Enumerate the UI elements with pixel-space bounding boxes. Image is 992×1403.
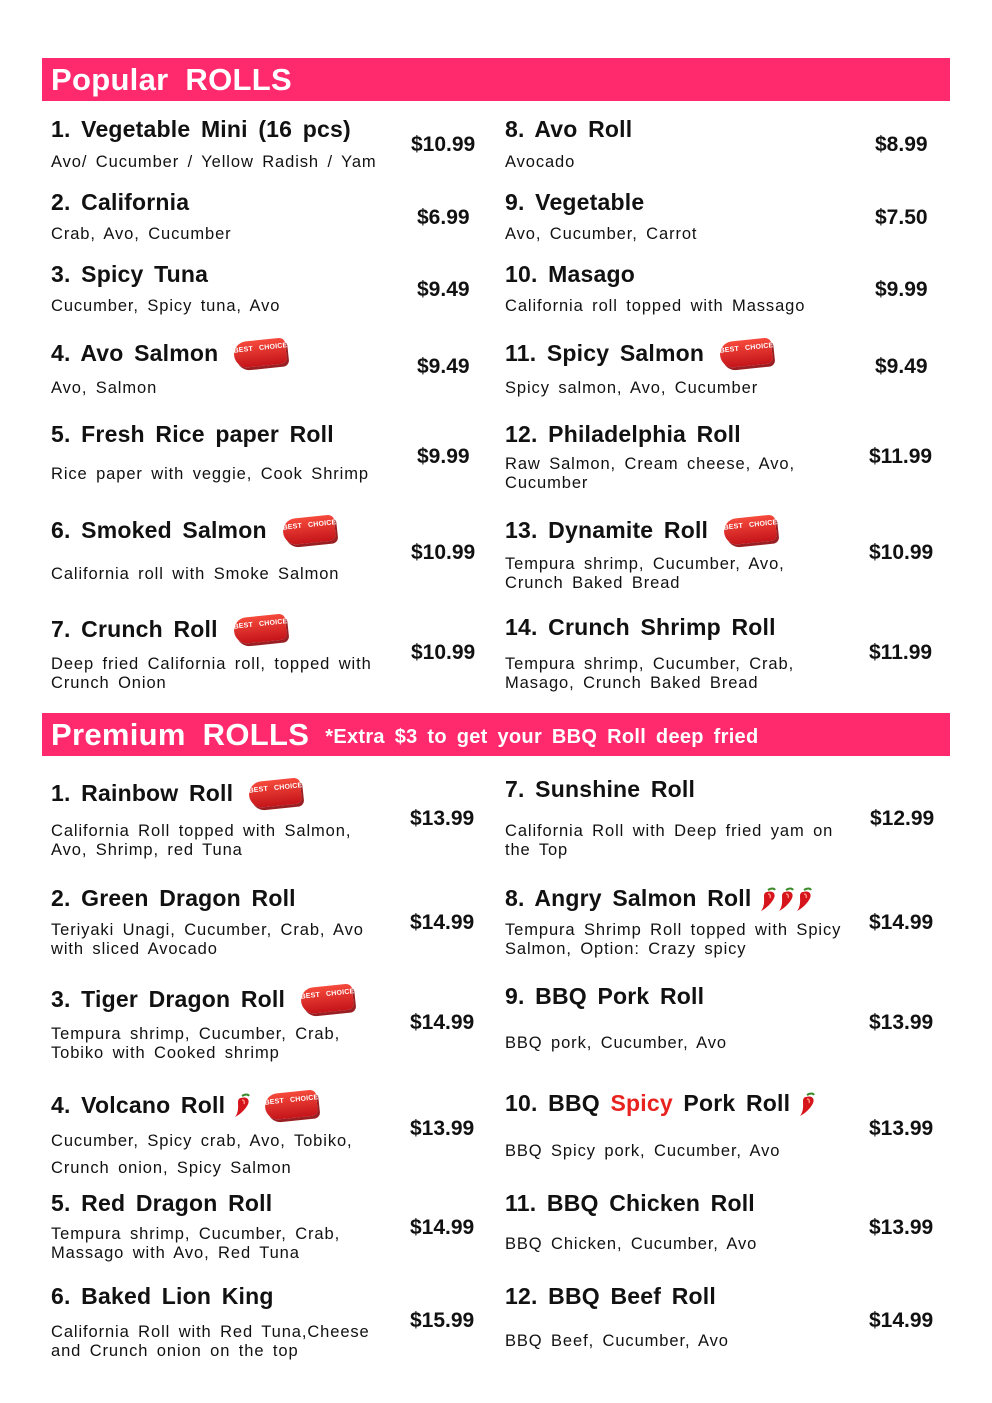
item-name: 12. Philadelphia Roll [505,421,741,447]
item-price: $14.99 [869,911,934,934]
item-name [505,338,776,368]
item-price: $8.99 [875,133,928,156]
item-name-text: 11. Spicy Salmon [505,339,705,366]
best-choice-badge-icon [234,338,290,368]
item-name: 12. BBQ Beef Roll [505,1283,716,1309]
item-price: $11.99 [869,641,933,664]
item-price: $13.99 [869,1216,934,1239]
item-name: 2. Green Dragon Roll [51,885,296,911]
best-choice-badge-icon [234,614,290,644]
item-name [505,515,780,545]
item-price: $13.99 [410,807,475,830]
item-description: Teriyaki Unagi, Cucumber, Crab, Avo with sliced Avocado [51,921,364,958]
item-description: California roll with Smoke Salmon [51,565,340,583]
menu-item [505,421,945,521]
menu-item [51,885,491,985]
item-name: 6. Baked Lion King [51,1283,274,1309]
item-name-text [505,1090,790,1117]
item-name: 10. Masago [505,261,635,287]
badge-label: BEST CHOICE [719,337,773,368]
section-note: *Extra $3 to get your BBQ Roll deep fried [325,726,759,748]
section-title: Popular ROLLS [51,61,292,97]
item-name [51,515,339,545]
badge-label: BEST CHOICE [723,514,777,545]
best-choice-badge-icon [283,515,339,545]
badge-label: BEST CHOICE [232,613,286,644]
best-choice-badge-icon [720,338,776,368]
item-name: 11. BBQ Chicken Roll [505,1190,755,1216]
item-description: Cucumber, Spicy tuna, Avo [51,297,281,315]
item-price: $12.99 [870,807,935,830]
item-price: $9.49 [875,355,928,378]
badge-label: BEST CHOICE [264,1089,318,1120]
item-description: BBQ pork, Cucumber, Avo [505,1034,727,1052]
best-choice-badge-icon [249,778,305,808]
item-name-text: 7. Crunch Roll [51,615,218,642]
item-description: Tempura shrimp, Cucumber, Crab, Masago, Crunch Baked Bread [505,655,795,692]
menu-item [505,1283,945,1383]
item-price: $10.99 [869,541,934,564]
item-price: $9.49 [417,278,470,301]
item-name-part: Pork Roll [672,1090,791,1116]
menu-item [505,614,945,714]
item-description: Deep fried California roll, topped with Crunch Onion [51,655,372,692]
menu-item [51,515,491,615]
item-name-text: 3. Tiger Dragon Roll [51,985,286,1012]
menu-item [51,1090,491,1190]
item-name [51,1090,321,1120]
badge-label: BEST CHOICE [233,337,287,368]
item-name [505,1090,816,1117]
item-name: 5. Red Dragon Roll [51,1190,273,1216]
item-name: 8. Avo Roll [505,116,633,142]
item-description: California Roll with Red Tuna,Cheese and Crunch onion on the top [51,1323,370,1360]
item-description: Spicy salmon, Avo, Cucumber [505,379,759,397]
item-name [51,984,357,1014]
item-name: 9. BBQ Pork Roll [505,983,705,1009]
item-description: BBQ Chicken, Cucumber, Avo [505,1235,758,1253]
item-description: Crab, Avo, Cucumber [51,225,232,243]
best-choice-badge-icon [265,1090,321,1120]
item-price: $11.99 [869,445,933,468]
item-name: 3. Spicy Tuna [51,261,209,287]
item-description: Avocado [505,153,576,171]
item-name-text: 1. Rainbow Roll [51,779,234,806]
badge-label: BEST CHOICE [248,777,302,808]
menu-item [51,614,491,714]
item-description: Tempura shrimp, Cucumber, Avo, Crunch Baked Bread [505,555,785,592]
badge-label: BEST CHOICE [282,514,336,545]
menu-item [51,421,491,521]
item-price: $9.49 [417,355,470,378]
popular-rolls-banner [42,58,950,101]
best-choice-badge-icon [301,984,357,1014]
item-price: $14.99 [869,1309,934,1332]
item-description: Rice paper with veggie, Cook Shrimp [51,465,369,483]
chili-pepper-icon [233,1092,251,1118]
item-price: $13.99 [869,1117,934,1140]
item-name [51,338,290,368]
chili-pepper-icon [798,1091,816,1117]
item-price: $10.99 [411,641,476,664]
item-price: $15.99 [410,1309,475,1332]
item-price: $6.99 [417,206,470,229]
menu-item [505,515,945,615]
item-name: 14. Crunch Shrimp Roll [505,614,776,640]
item-price: $14.99 [410,911,475,934]
menu-item [505,983,945,1083]
item-name: 5. Fresh Rice paper Roll [51,421,334,447]
item-description: California Roll with Deep fried yam on the Top [505,822,834,859]
item-description: Avo, Salmon [51,379,158,397]
item-name-text: 8. Angry Salmon Roll [505,885,752,911]
menu-item [505,776,945,876]
menu-item [505,885,945,985]
item-price: $9.99 [875,278,928,301]
menu-item [505,1090,945,1190]
item-description: Avo/ Cucumber / Yellow Radish / Yam [51,153,377,171]
item-price: $9.99 [417,445,470,468]
item-price: $7.50 [875,206,928,229]
item-price: $13.99 [410,1117,475,1140]
item-price: $10.99 [411,541,476,564]
item-name: 1. Vegetable Mini (16 pcs) [51,116,351,142]
item-description: Cucumber, Spicy crab, Avo, Tobiko, Crunch onion, Spicy Salmon [51,1132,353,1177]
item-price: $14.99 [410,1011,475,1034]
item-description: Tempura shrimp, Cucumber, Crab, Massago with Avo, Red Tuna [51,1225,341,1262]
menu-item [51,1190,491,1290]
item-description: California roll topped with Massago [505,297,806,315]
item-description: Raw Salmon, Cream cheese, Avo, Cucumber [505,455,795,492]
section-title: Premium ROLLS [51,716,310,752]
item-name-text: 4. Volcano Roll [51,1091,226,1118]
item-description: Avo, Cucumber, Carrot [505,225,698,243]
item-description: Tempura shrimp, Cucumber, Crab, Tobiko with Cooked shrimp [51,1025,341,1062]
item-description: California Roll topped with Salmon, Avo, Shrimp, red Tuna [51,822,352,859]
menu-item [51,984,491,1084]
menu-item [505,1190,945,1290]
best-choice-badge-icon [724,515,780,545]
item-name [51,778,305,808]
item-name: 2. California [51,189,190,215]
item-description: BBQ Spicy pork, Cucumber, Avo [505,1142,781,1160]
chili-pepper-icon [759,886,813,912]
item-name: 7. Sunshine Roll [505,776,696,802]
item-name-part: 10. BBQ [505,1090,611,1116]
item-name [505,885,813,912]
item-description: Tempura Shrimp Roll topped with Spicy Salmon, Option: Crazy spicy [505,921,842,958]
spicy-word: Spicy [610,1090,673,1116]
item-name-text: 4. Avo Salmon [51,339,219,366]
badge-label: BEST CHOICE [300,983,354,1014]
item-price: $13.99 [869,1011,934,1034]
menu-item [51,1283,491,1383]
menu-item [51,778,491,878]
item-name-text: 13. Dynamite Roll [505,516,709,543]
item-price: $10.99 [411,133,476,156]
premium-rolls-banner [42,713,950,756]
item-name-text: 6. Smoked Salmon [51,516,267,543]
item-name: 9. Vegetable [505,189,645,215]
item-description: BBQ Beef, Cucumber, Avo [505,1332,729,1350]
item-price: $14.99 [410,1216,475,1239]
item-name [51,614,290,644]
